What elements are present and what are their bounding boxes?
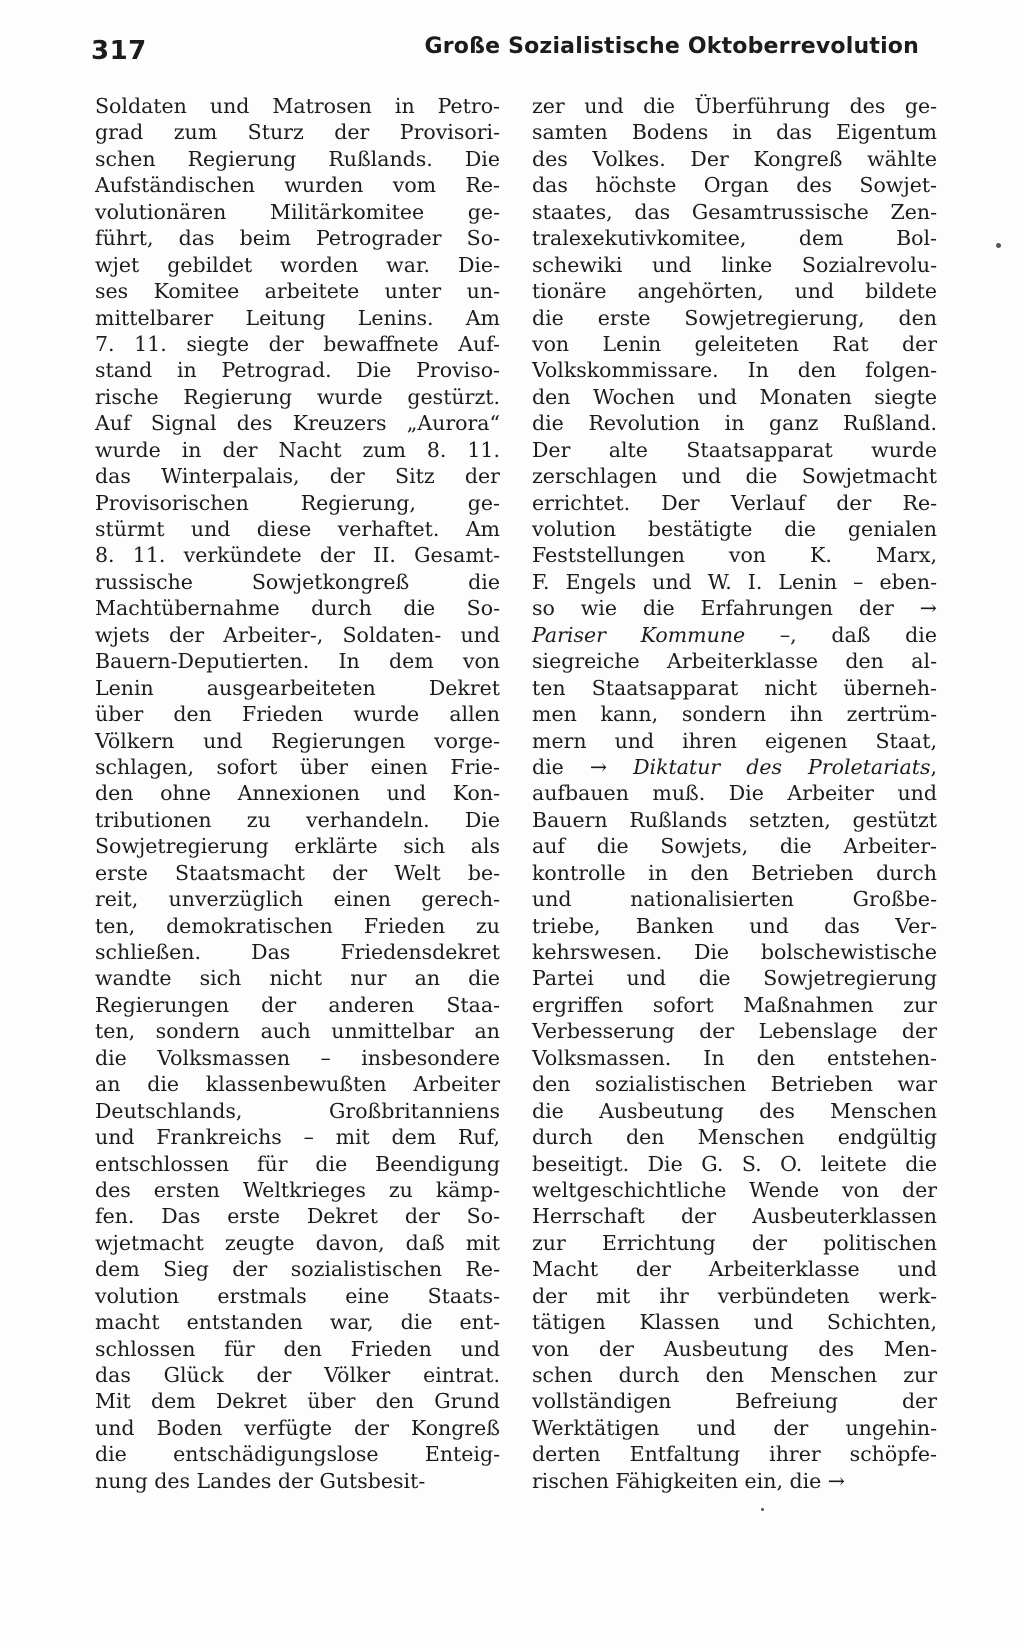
text-line: den ohne Annexionen und Kon- xyxy=(95,781,500,806)
text-line: an die klassenbewußten Arbeiter xyxy=(95,1072,500,1097)
text-line: schlossen für den Frieden und xyxy=(95,1336,500,1361)
text-line: Bauern-Deputierten. In dem von xyxy=(95,649,500,674)
text-line: Verbesserung der Lebenslage der xyxy=(532,1019,937,1044)
text-line: tionäre angehörten, und bildete xyxy=(532,279,937,304)
text-line: Deutschlands, Großbritanniens xyxy=(95,1098,500,1123)
text-line: wandte sich nicht nur an die xyxy=(95,966,500,991)
text-line: schen Regierung Rußlands. Die xyxy=(95,146,500,171)
text-line: durch den Menschen endgültig xyxy=(532,1125,937,1150)
text-line: des Volkes. Der Kongreß wählte xyxy=(532,146,937,171)
text-line: ses Komitee arbeitete unter un- xyxy=(95,279,500,304)
text-line: schließen. Das Friedensdekret xyxy=(95,940,500,964)
text-line: ten, demokratischen Frieden zu xyxy=(95,913,500,938)
text-line: den Wochen und Monaten siegte xyxy=(532,384,937,409)
text-line: kehrswesen. Die bolschewistische xyxy=(532,940,937,964)
text-line: Volksmassen. In den entstehen- xyxy=(532,1045,937,1070)
running-head: Große Sozialistische Oktoberrevolution xyxy=(424,34,919,59)
text-line: Mit dem Dekret über den Grund xyxy=(95,1389,500,1414)
text-line: men kann, sondern ihn zertrüm- xyxy=(532,702,937,727)
text-line: Volkskommissare. In den folgen- xyxy=(532,358,937,383)
text-line: Aufständischen wurden vom Re- xyxy=(95,173,500,198)
text-line: Der alte Staatsapparat wurde xyxy=(532,437,937,462)
text-line: führt, das beim Petrograder So- xyxy=(95,226,500,251)
text-line: macht entstanden war, die ent- xyxy=(95,1310,500,1335)
text-line: wjetmacht zeugte davon, daß mit xyxy=(95,1230,500,1255)
text-line: Machtübernahme durch die So- xyxy=(95,596,500,621)
text-line: Feststellungen von K. Marx, xyxy=(532,543,937,568)
text-line: das Glück der Völker eintrat. xyxy=(95,1363,500,1387)
text-line: schewiki und linke Sozialrevolu- xyxy=(532,252,937,277)
text-line: Soldaten und Matrosen in Petro- xyxy=(95,94,500,118)
text-line: aufbauen muß. Die Arbeiter und xyxy=(532,781,937,806)
text-line: volutionären Militärkomitee ge- xyxy=(95,199,500,224)
text-line: und Frankreichs – mit dem Ruf, xyxy=(95,1125,500,1150)
text-line: so wie die Erfahrungen der → xyxy=(532,596,937,621)
text-line: auf die Sowjets, die Arbeiter- xyxy=(532,834,937,859)
text-line: zerschlagen und die Sowjetmacht xyxy=(532,464,937,489)
text-line: Partei und die Sowjetregierung xyxy=(532,966,937,991)
text-line: reit, unverzüglich einen gerech- xyxy=(95,887,500,912)
text-line: ergriffen sofort Maßnahmen zur xyxy=(532,992,937,1017)
text-line: Sowjetregierung erklärte sich als xyxy=(95,834,500,859)
text-line: Macht der Arbeiterklasse und xyxy=(532,1257,937,1282)
text-line: und nationalisierten Großbe- xyxy=(532,887,937,912)
text-line: ten Staatsapparat nicht überneh- xyxy=(532,675,937,700)
text-line: entschlossen für die Beendigung xyxy=(95,1151,500,1176)
text-line: stürmt und diese verhaftet. Am xyxy=(95,517,500,541)
right-text-column xyxy=(532,93,937,1494)
text-line: rische Regierung wurde gestürzt. xyxy=(95,384,500,409)
text-line: beseitigt. Die G. S. O. leitete die xyxy=(532,1151,937,1176)
text-line: schlagen, sofort über einen Frie- xyxy=(95,754,500,779)
text-line: tätigen Klassen und Schichten, xyxy=(532,1310,937,1335)
text-line: Völkern und Regierungen vorge- xyxy=(95,728,500,753)
text-line: ten, sondern auch unmittelbar an xyxy=(95,1019,500,1044)
text-line: die → Diktatur des Proletariats, xyxy=(532,754,937,779)
text-line: triebe, Banken und das Ver- xyxy=(532,913,937,938)
text-line: mern und ihren eigenen Staat, xyxy=(532,728,937,753)
left-text-column xyxy=(95,93,500,1494)
text-line: das Winterpalais, der Sitz der xyxy=(95,464,500,489)
text-line: F. Engels und W. I. Lenin – eben- xyxy=(532,569,937,594)
text-line: der mit ihr verbündeten werk- xyxy=(532,1283,937,1308)
text-line: Pariser Kommune –, daß die xyxy=(532,622,937,647)
text-line: volution bestätigte die genialen xyxy=(532,517,937,541)
text-line: wjet gebildet worden war. Die- xyxy=(95,252,500,277)
text-line: die Ausbeutung des Menschen xyxy=(532,1098,937,1123)
text-line: nung des Landes der Gutsbesit- xyxy=(95,1468,426,1493)
text-line: die Volksmassen – insbesondere xyxy=(95,1045,500,1070)
text-line: schen durch den Menschen zur xyxy=(532,1363,937,1387)
text-line: das höchste Organ des Sowjet- xyxy=(532,173,937,198)
text-line: siegreiche Arbeiterklasse den al- xyxy=(532,649,937,674)
text-line: Werktätigen und der ungehin- xyxy=(532,1415,937,1440)
text-line: wurde in der Nacht zum 8. 11. xyxy=(95,437,500,462)
print-speck xyxy=(996,243,1001,248)
text-line: Auf Signal des Kreuzers „Aurora“ xyxy=(95,411,500,436)
text-line: den sozialistischen Betrieben war xyxy=(532,1072,937,1097)
text-line: samten Bodens in das Eigentum xyxy=(532,120,937,145)
text-line: die entschädigungslose Enteig- xyxy=(95,1442,500,1467)
text-line: weltgeschichtliche Wende von der xyxy=(532,1177,937,1202)
text-line: tralexekutivkomitee, dem Bol- xyxy=(532,226,937,251)
text-line: dem Sieg der sozialistischen Re- xyxy=(95,1257,500,1282)
text-line: Regierungen der anderen Staa- xyxy=(95,992,500,1017)
text-line: Provisorischen Regierung, ge- xyxy=(95,490,500,515)
text-line: Herrschaft der Ausbeuterklassen xyxy=(532,1204,937,1229)
text-line: zer und die Überführung des ge- xyxy=(532,94,937,118)
text-line: volution erstmals eine Staats- xyxy=(95,1283,500,1308)
text-line: des ersten Weltkrieges zu kämp- xyxy=(95,1177,500,1202)
text-line: fen. Das erste Dekret der So- xyxy=(95,1204,500,1229)
page-number: 317 xyxy=(91,36,147,66)
text-line: stand in Petrograd. Die Proviso- xyxy=(95,358,500,383)
text-line: von Lenin geleiteten Rat der xyxy=(532,331,937,356)
text-line: Bauern Rußlands setzten, gestützt xyxy=(532,807,937,832)
text-line: wjets der Arbeiter-, Soldaten- und xyxy=(95,622,500,647)
text-line: errichtet. Der Verlauf der Re- xyxy=(532,490,937,515)
text-line: Lenin ausgearbeiteten Dekret xyxy=(95,675,500,700)
text-line: über den Frieden wurde allen xyxy=(95,702,500,727)
text-line: die Revolution in ganz Rußland. xyxy=(532,411,937,436)
text-line: zur Errichtung der politischen xyxy=(532,1230,937,1255)
text-line: rischen Fähigkeiten ein, die → xyxy=(532,1468,845,1493)
text-line: russische Sowjetkongreß die xyxy=(95,569,500,594)
text-line: tributionen zu verhandeln. Die xyxy=(95,807,500,832)
text-line: von der Ausbeutung des Men- xyxy=(532,1336,937,1361)
text-line: die erste Sowjetregierung, den xyxy=(532,305,937,330)
print-speck xyxy=(761,1508,764,1511)
text-line: derten Entfaltung ihrer schöpfe- xyxy=(532,1442,937,1467)
text-line: staates, das Gesamtrussische Zen- xyxy=(532,199,937,224)
text-line: kontrolle in den Betrieben durch xyxy=(532,860,937,885)
text-line: 7. 11. siegte der bewaffnete Auf- xyxy=(95,331,500,356)
text-line: grad zum Sturz der Provisori- xyxy=(95,120,500,145)
text-line: 8. 11. verkündete der II. Gesamt- xyxy=(95,543,500,568)
text-line: und Boden verfügte der Kongreß xyxy=(95,1415,500,1440)
text-line: erste Staatsmacht der Welt be- xyxy=(95,860,500,885)
text-line: mittelbarer Leitung Lenins. Am xyxy=(95,305,500,330)
text-line: vollständigen Befreiung der xyxy=(532,1389,937,1414)
